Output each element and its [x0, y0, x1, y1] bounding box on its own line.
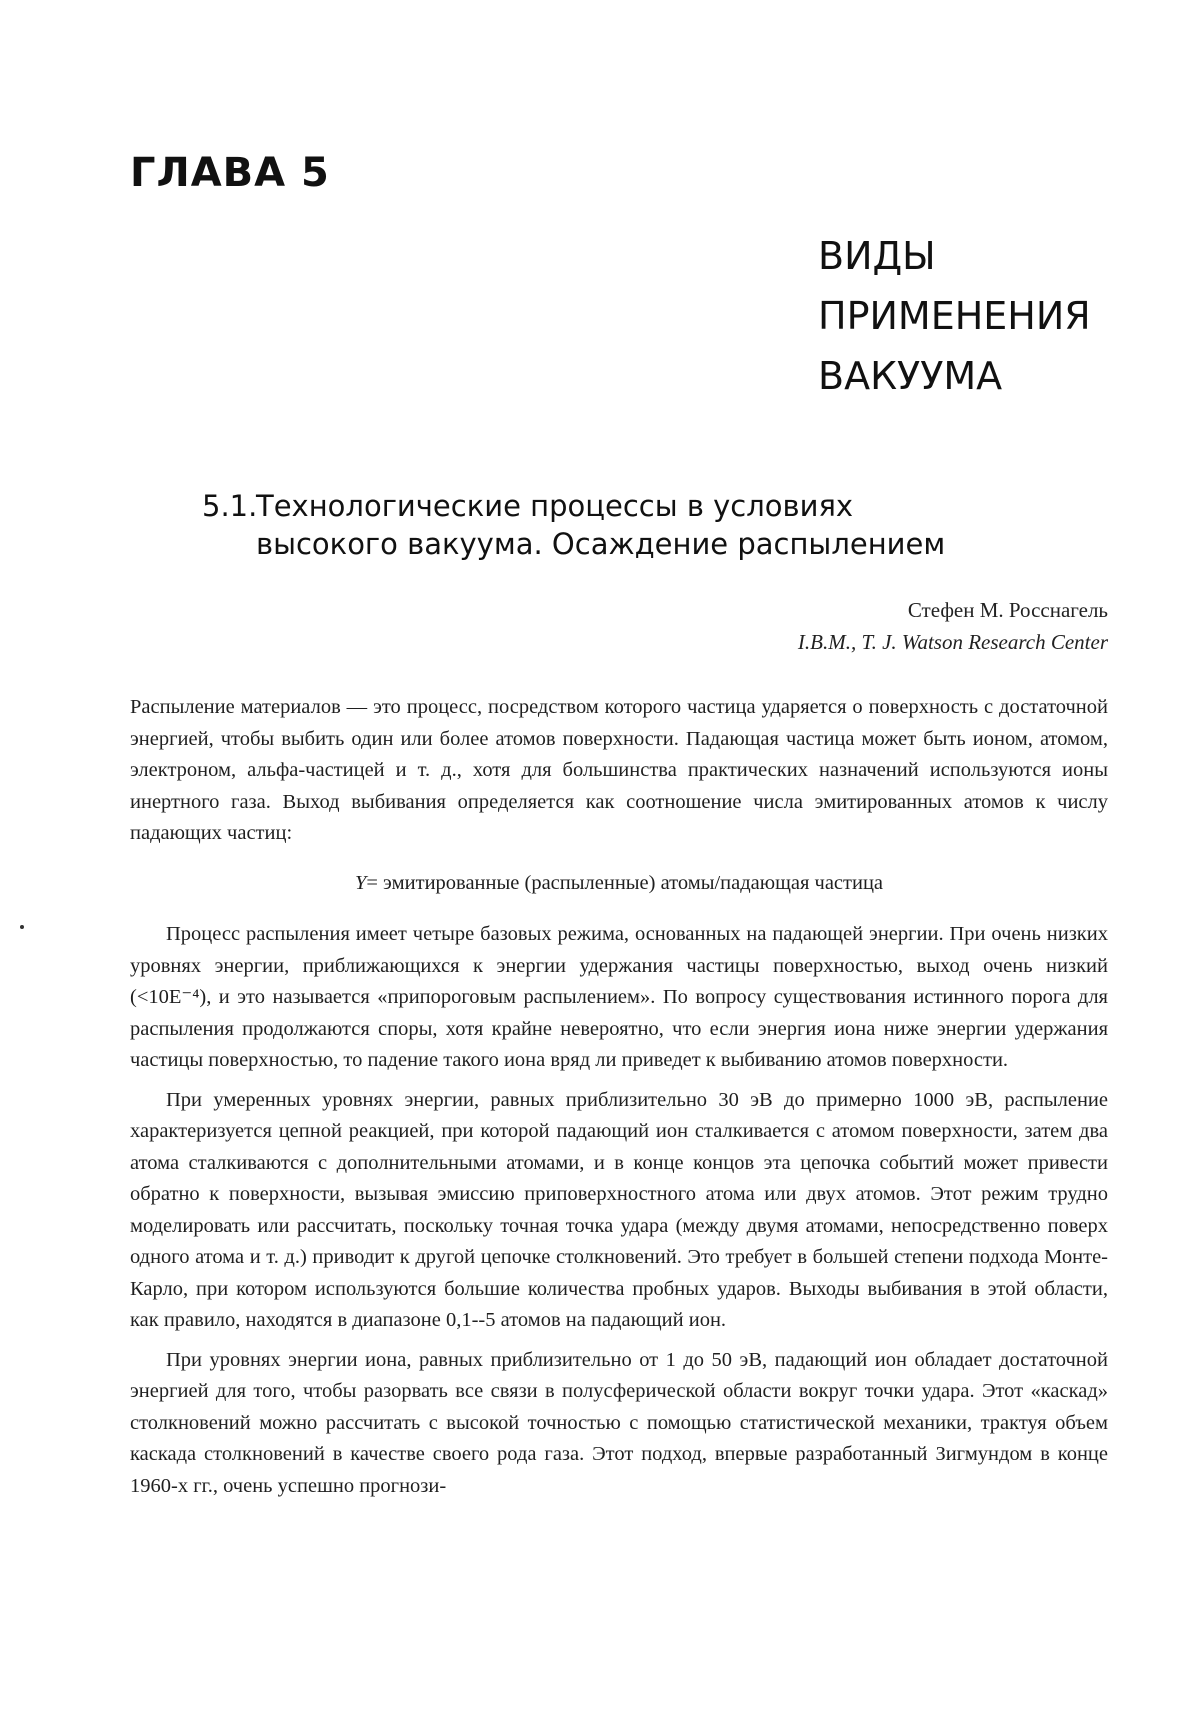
paragraph: При умеренных уровнях энергии, равных приблизительно 30 эВ до примерно 1000 эВ, распыление характеризуется цепной реакцией, при которой падающий ион сталкивается с атомом поверхности, затем два атома сталкиваются с дополнительными атомами, и в конце концов эта цепочка событий может привести обратно к поверхности, вызывая эмиссию приповерхностного атома или двух атомов. Этот режим трудно моделировать или рассчитать, поскольку точная точка удара (между двумя атомами, непосредственно поверх одного атома и т. д.) приводит к другой цепочке столкновений. Это требует в большей степени подхода Монте-Карло, при котором используются большие количества пробных ударов. Выходы выбивания в этой области, как правило, находятся в диапазоне 0,1--5 атомов на падающий ион.: [130, 1088, 1108, 1331]
section-title-line: высокого вакуума. Осаждение распылением: [256, 527, 946, 561]
formula-expression: = эмитированные (распыленные) атомы/падающая частица: [366, 871, 884, 894]
chapter-title-line: ВИДЫ: [818, 234, 936, 278]
author-affiliation: I.B.M., T. J. Watson Research Center: [797, 630, 1108, 654]
section-title-line: Технологические процессы в условиях: [256, 489, 854, 523]
chapter-title-line: ВАКУУМА: [818, 354, 1003, 398]
margin-mark: [20, 925, 24, 929]
section-number: 5.1.: [202, 489, 258, 523]
body-text: [130, 692, 1108, 1502]
paragraph: Распыление материалов — это процесс, посредством которого частица ударяется о поверхность с достаточной энергией, чтобы выбить один или более атомов поверхности. Падающая частица может быть ионом, атомом, электроном, альфа-частицей и т. д., хотя для большинства практических назначений используются ионы инертного газа. Выход выбивания определяется как соотношение числа эмитированных атомов к числу падающих частиц:: [130, 696, 1108, 844]
author-block: [798, 594, 1108, 658]
chapter-title: [818, 226, 1178, 406]
paragraph: Процесс распыления имеет четыре базовых режима, основанных на падающей энергии. При очень низких уровнях энергии, приближающихся к энергии удержания частицы поверхностью, выход очень низкий (<10E⁻⁴), и это называется «припороговым распылением». По вопросу существования истинного порога для распыления продолжаются споры, хотя крайне невероятно, что если энергия иона ниже энергии удержания частицы поверхностью, то падение такого иона вряд ли приведет к выбиванию атомов поверхности.: [130, 923, 1108, 1071]
chapter-title-line: ПРИМЕНЕНИЯ: [818, 294, 1091, 338]
paragraph: При уровнях энергии иона, равных приблизительно от 1 до 50 эВ, падающий ион обладает достаточной энергией для того, чтобы разорвать все связи в полусферической области вокруг точки удара. Этот «каскад» столкновений можно рассчитать с высокой точностью с помощью статистической механики, трактуя объем каскада столкновений в качестве своего рода газа. Этот подход, впервые разработанный Зигмундом в конце 1960-х гг., очень успешно прогнози-: [130, 1348, 1108, 1497]
formula-variable: Y: [354, 871, 367, 894]
formula: [130, 868, 1108, 900]
chapter-label: ГЛАВА 5: [130, 150, 330, 196]
author-name: Стефен М. Росснагель: [907, 598, 1108, 622]
section-heading: [202, 487, 1102, 563]
